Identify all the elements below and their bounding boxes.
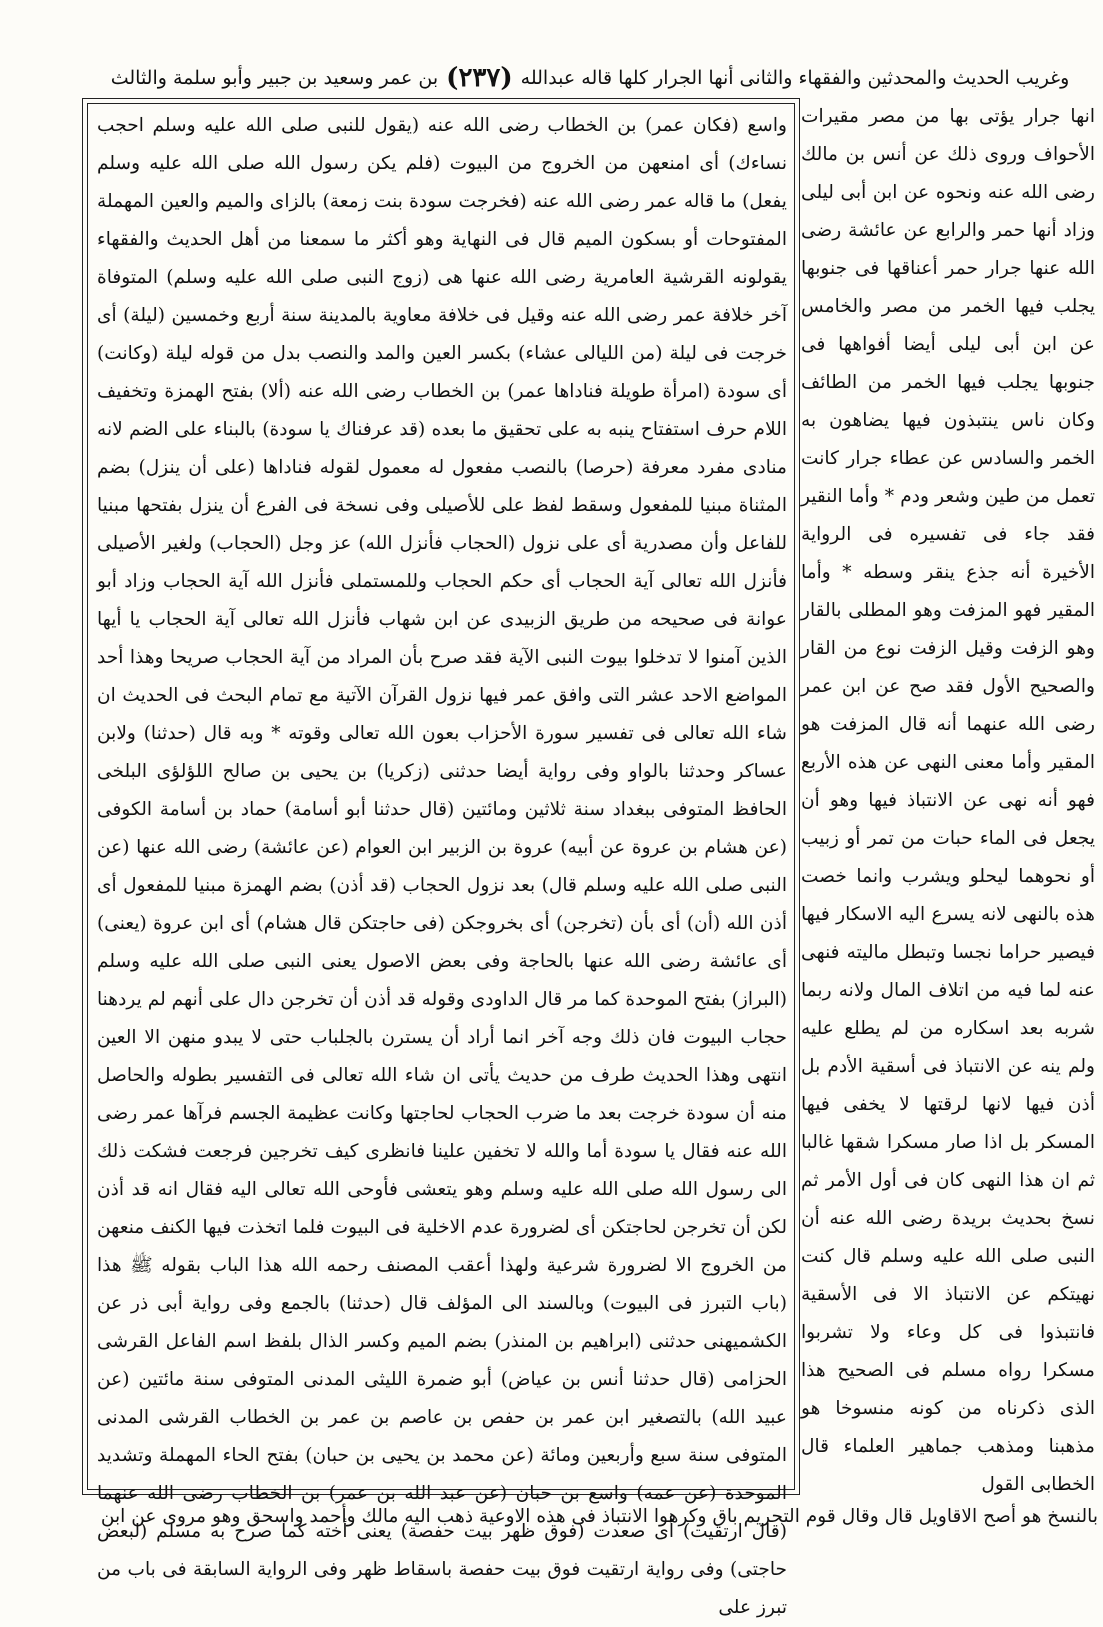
header-text-left: بن عمر وسعيد بن جبير وأبو سلمة والثالث [110, 67, 439, 89]
page-header [82, 58, 1098, 98]
side-commentary-text: انها جرار يؤتى بها من مصر مقيرات الأحواف وروى ذلك عن أنس بن مالك رضى الله عنه ونحوه عن ابن أبى ليلى وزاد أنها حمر والرابع عن عائشة رضى الله عنها جرار حمر أعناقها فى جنوبها يجلب فيها الخمر من مصر والخامس عن ابن أبى ليلى أيضا أفواهها فى جنوبها يجلب فيها الخمر من الطائف وكان ناس ينتبذون فيها يضاهون به الخمر والسادس عن عطاء جرار كانت تعمل من طين وشعر ودم * وأما النقير فقد جاء فى تفسيره فى الرواية الأخيرة أنه جذع ينقر وسطه * وأما المقير فهو المزفت وهو المطلى بالقار وهو الزفت وقيل الزفت نوع من القار والصحيح الأول فقد صح عن ابن عمر رضى الله عنهما أنه قال المزفت هو المقير وأما معنى النهى عن هذه الأربع فهو أنه نهى عن الانتباذ فيها وهو أن يجعل فى الماء حبات من تمر أو زبيب أو نحوهما ليحلو ويشرب وانما خصت هذه بالنهى لانه يسرع اليه الاسكار فيها فيصير حراما نجسا وتبطل ماليته فنهى عنه لما فيه من اتلاف المال ولانه ربما شربه بعد اسكاره من لم يطلع عليه ولم ينه عن الانتباذ فى أسقية الأدم بل أذن فيها لانها لرقتها لا يخفى فيها المسكر بل اذا صار مسكرا شقها غالبا ثم ان هذا النهى كان فى أول الأمر ثم نسخ بحديث بريدة رضى الله عنه أن النبى صلى الله عليه وسلم قال كنت نهيتكم عن الانتباذ الا فى الأسقية فانتبذوا فى كل وعاء ولا تشربوا مسكرا رواه مسلم فى الصحيح هذا الذى ذكرناه من كونه منسوخا هو مذهبنا ومذهب جماهير العلماء قال الخطابى القول [801, 106, 1095, 1495]
header-text-right: وغريب الحديث والمحدثين والفقهاء والثانى أنها الجرار كلها قاله عبدالله [520, 67, 1070, 89]
page-number: (٢٣٧) [446, 63, 513, 93]
main-text: واسع (فكان عمر) بن الخطاب رضى الله عنه (يقول للنبى صلى الله عليه وسلم احجب نساءك) أى امنعهن من الخروج من البيوت (فلم يكن رسول الله صلى الله عليه وسلم يفعل) ما قاله عمر رضى الله عنه (فخرجت سودة بنت زمعة) بالزاى والميم والعين المهملة المفتوحات أو بسكون الميم قال فى النهاية وهو أكثر ما سمعنا من أهل الحديث والفقهاء يقولونه القرشية العامرية رضى الله عنها هى (زوج النبى صلى الله عليه وسلم) المتوفاة آخر خلافة عمر رضى الله عنه وقيل فى خلافة معاوية بالمدينة سنة أربع وخمسين (ليلة) أى خرجت فى ليلة (من الليالى عشاء) بكسر العين والمد والنصب بدل من قوله ليلة (وكانت) أى سودة (امرأة طويلة فناداها عمر) بن الخطاب رضى الله عنه (ألا) بفتح الهمزة وتخفيف اللام حرف استفتاح ينبه به على تحقيق ما بعده (قد عرفناك يا سودة) بالبناء على الضم لانه منادى مفرد معرفة (حرصا) بالنصب مفعول له معمول لقوله فناداها (على أن ينزل) بضم المثناة مبنيا للمفعول وسقط لفظ على للأصيلى وفى نسخة فى الفرع أن ينزل بفتحها مبنيا للفاعل وأن مصدرية أى على نزول (الحجاب فأنزل الله) عز وجل (الحجاب) ولغير الأصيلى فأنزل الله تعالى آية الحجاب أى حكم الحجاب وللمستملى فأنزل الله آية الحجاب وزاد أبو عوانة فى صحيحه من طريق الزبيدى عن ابن شهاب فأنزل الله تعالى آية الحجاب يا أيها الذين آمنوا لا تدخلوا بيوت النبى الآية فقد صرح بأن المراد من آية الحجاب صريحا وهذا أحد المواضع الاحد عشر التى وافق عمر فيها نزول القرآن الآتية مع تمام البحث فى الحديث ان شاء الله تعالى فى تفسير سورة الأحزاب بعون الله تعالى وقوته * وبه قال (حدثنا) ولابن عساكر وحدثنا بالواو وفى رواية أيضا حدثنى (زكريا) بن يحيى بن صالح اللؤلؤى البلخى الحافظ المتوفى ببغداد سنة ثلاثين ومائتين (قال حدثنا أبو أسامة) حماد بن أسامة الكوفى (عن هشام بن عروة عن أبيه) عروة بن الزبير ابن العوام (عن عائشة) رضى الله عنها (عن النبى صلى الله عليه وسلم قال) بعد نزول الحجاب (قد أذن) بضم الهمزة مبنيا للمفعول أى أذن الله (أن) أى بأن (تخرجن) أى بخروجكن (فى حاجتكن قال هشام) أى ابن عروة (يعنى) أى عائشة رضى الله عنها بالحاجة وفى بعض الاصول يعنى النبى صلى الله عليه وسلم (البراز) بفتح الموحدة كما مر قال الداودى وقوله قد أذن أن تخرجن دال على أنهم لم يردهنا حجاب البيوت فان ذلك وجه آخر انما أراد أن يسترن بالجلباب حتى لا يبدو منهن الا العين انتهى وهذا الحديث طرف من حديث يأتى ان شاء الله تعالى فى التفسير بطوله والحاصل منه أن سودة خرجت بعد ما ضرب الحجاب لحاجتها وكانت عظيمة الجسم فرآها عمر رضى الله عنه فقال يا سودة أما والله لا تخفين علينا فانظرى كيف تخرجين فرجعت فشكت ذلك الى رسول الله صلى الله عليه وسلم وهو يتعشى فأوحى الله تعالى اليه فقال انه قد أذن لكن أن تخرجن لحاجتكن أى لضرورة عدم الاخلية فى البيوت فلما اتخذت فيها الكنف منعهن من الخروج الا لضرورة شرعية ولهذا أعقب المصنف رحمه الله هذا الباب بقوله ﷺ هذا (باب التبرز فى البيوت) وبالسند الى المؤلف قال (حدثنا) بالجمع وفى رواية أبى ذر عن الكشميهنى حدثنى (ابراهيم بن المنذر) بضم الميم وكسر الذال بلفظ اسم الفاعل القرشى الحزامى (قال حدثنا أنس بن عياض) أبو ضمرة الليثى المدنى المتوفى سنة مائتين (عن عبيد الله) بالتصغير ابن عمر بن حفص بن عاصم بن عمر بن الخطاب القرشى المدنى المتوفى سنة سبع وأربعين ومائة (عن محمد بن يحيى بن حبان) بفتح الحاء المهملة وتشديد الموحدة (عن عمه) واسع بن حبان (عن عبد الله بن عمر) بن الخطاب رضى الله عنهما (قال ارتقيت) أى صعدت (فوق ظهر بيت حفصة) يعنى أخته كما صرح به مسلم (لبعض حاجتى) وفى رواية ارتقيت فوق بيت حفصة باسقاط ظهر وفى الرواية السابقة فى باب من تبرز على [96, 115, 787, 1618]
footer-text: بالنسخ هو أصح الاقاويل قال وقال قوم التحريم باق وكرهوا الانتباذ فى هذه الاوعية ذهب اليه مالك وأحمد واسحق وهو مروى عن ابن [100, 1506, 1098, 1527]
side-commentary-column [801, 98, 1095, 1495]
